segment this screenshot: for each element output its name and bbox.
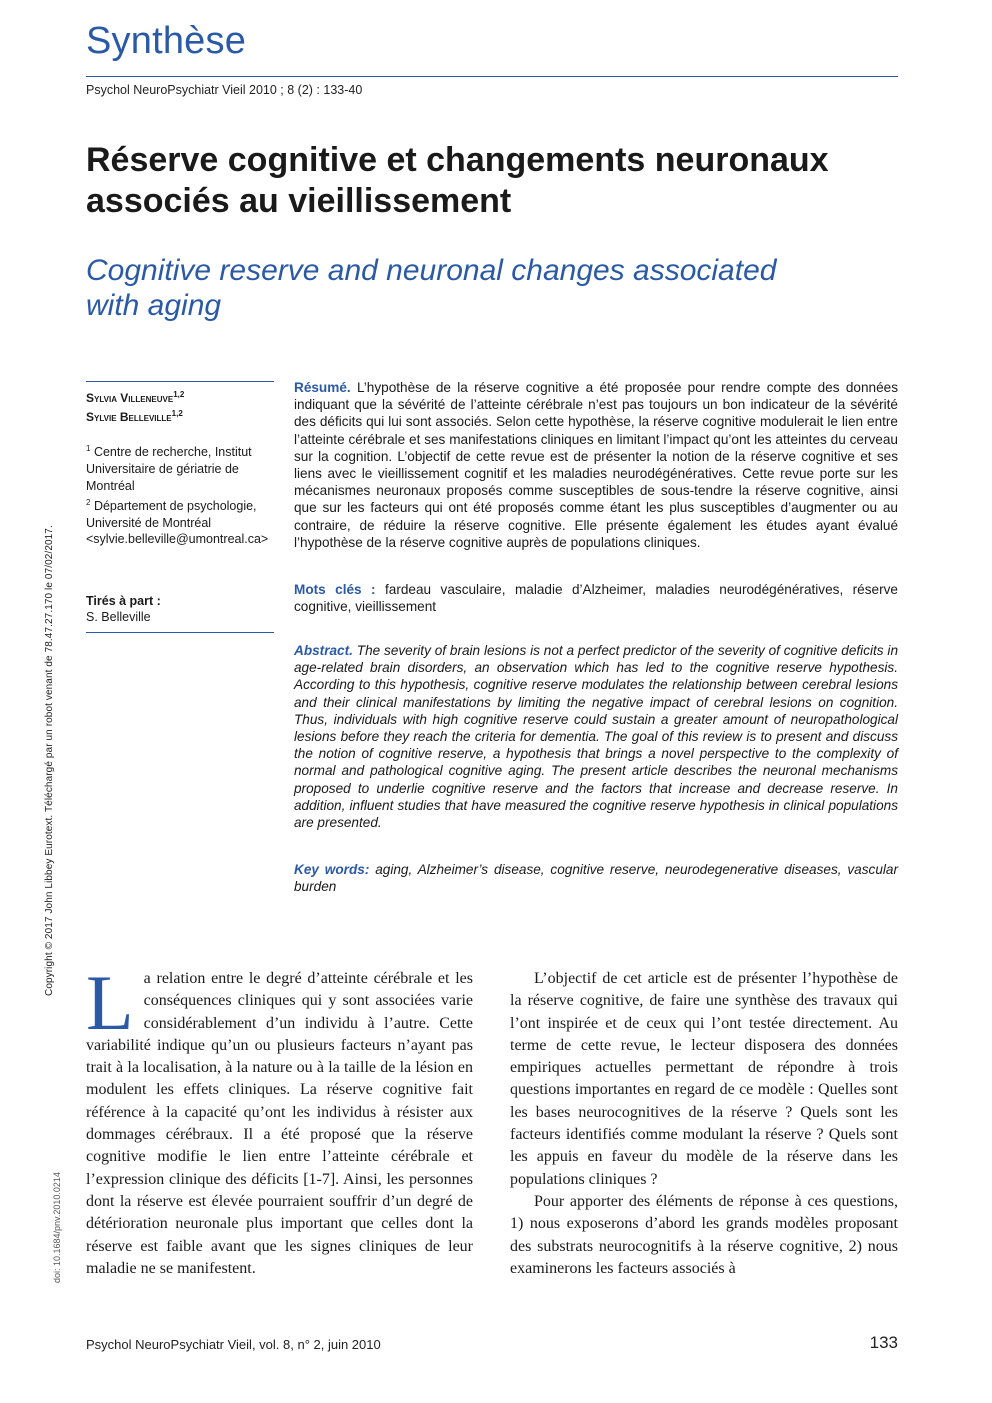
author-box-top-rule [86,381,274,382]
drop-cap: L [86,959,134,1046]
abstract-paragraph [294,642,898,831]
resume-label: Résumé. [294,380,351,395]
keywords-label-en: Key words: [294,862,370,877]
abstract-label: Abstract. [294,643,353,658]
article-title-french: Réserve cognitive et changements neuronaux associés au vieillissement [86,141,829,220]
section-label: Synthèse [86,20,247,62]
affiliations [86,441,276,548]
reprints-label: Tirés à part : [86,594,161,608]
resume-text: L’hypothèse de la réserve cognitive a été proposée pour rendre compte des données indiquant que la sévérité de l’atteinte cérébrale n’est pas toujours un bon indicateur de la sévérité des déficits qui lui sont associés. Selon cette hypothèse, la réserve cognitive modulerait le lien entre l’atteinte cérébrale et ses manifestations cliniques en limitant l’impact qu’ont les atteintes du cerveau sur la cognition. L’objectif de cette revue est de présenter la notion de la réserve cognitive et ses liens avec le vieillissement cognitif et les maladies neurodégénératives. Cette revue porte sur les mécanismes neuronaux proposés comme susceptibles de sous-tendre la réserve cognitive, ainsi que sur les facteurs qui ont été proposés comme étant les plus susceptibles d’augmenter ou au contraire, de réduire la réserve cognitive. Elle présente également les études ayant évalué l’hypothèse de la réserve cognitive auprès de populations cliniques. [294,380,898,550]
copyright-notice: Copyright © 2017 John Libbey Eurotext. Téléchargé par un robot venant de 78.47.27.170 le 07/02/2017. [44,525,55,996]
article-title-english: Cognitive reserve and neuronal changes associated with aging [86,254,777,322]
resume-keywords [294,581,898,615]
body-paragraph: Pour apporter des éléments de réponse à ces questions, 1) nous exposerons d’abord les grands modèles proposant des substrats neurocognitifs à la réserve cognitive, 2) nous examinerons les facteurs associés à [510,1192,898,1277]
abstract-keywords [294,861,898,895]
affiliation-1: $^1$ Centre de recherche, Institut Universitaire de gériatrie de Montréal [86,444,252,493]
page-number: 133 [869,1333,898,1352]
author-name: Sylvia Villeneuve$^{1,2}$ [86,390,185,405]
reprints-info [86,593,276,625]
doi-label: doi: 10.1684/pnv.2010.0214 [52,1172,62,1283]
body-paragraph: a relation entre le degré d’atteinte cérébrale et les conséquences cliniques qui y sont associées varie considérablement d’un individu à l’autre. Cette variabilité indique qu’un ou plusieurs facteurs n’ayant pas trait à la localisation, à la nature ou à la taille de la lésion en modulent les effets cliniques. La réserve cognitive fait référence à la capacité qu’ont les individus à résister aux dommages cérébraux. Il a été proposé que la réserve cognitive modifie le lien entre l’atteinte cérébrale et l’expression clinique des déficits [1-7]. Ainsi, les personnes dont la réserve est élevée pourraient souffrir d’un degré de détérioration neuronale plus important que celles dont la réserve est faible avant que les signes cliniques de leur maladie ne se manifestent. [86,970,473,1277]
keywords-label-fr: Mots clés : [294,582,376,597]
author-name: Sylvie Belleville$^{1,2}$ [86,409,183,424]
affiliation-2: $^2$ Département de psychologie, Université de Montréal [86,497,257,530]
author-list [86,387,276,425]
keywords-fr: fardeau vasculaire, maladie d’Alzheimer, maladies neurodégénératives, réserve cognitive, vieillissement [294,582,898,615]
contact-email[interactable]: <sylvie.belleville@umontreal.ca> [86,532,269,547]
abstract-text: The severity of brain lesions is not a perfect predictor of the severity of cognitive deficits in age-related brain disorders, an observation which has led to the cognitive reserve hypothesis. According to this hypothesis, cognitive reserve modulates the relationship between cerebral lesions and their clinical manifestations by limiting the negative impact of cerebral lesions on cognition. Thus, individuals with high cognitive reserve could sustain a greater amount of neuropathological lesions before they reach the criteria for dementia. The goal of this review is to present and discuss the notion of cognitive reserve, a hypothesis that brings a novel perspective to the complexity of normal and pathological cognitive aging. The present article describes the neuronal mechanisms proposed to underlie cognitive reserve and the factors that increase and decrease reserve. In addition, influent studies that have measured the cognitive reserve hypothesis in clinical populations are presented. [294,643,898,831]
footer-citation: Psychol NeuroPsychiatr Vieil, vol. 8, n° 2, juin 2010 [86,1337,381,1352]
journal-citation: Psychol NeuroPsychiatr Vieil 2010 ; 8 (2) : 133-40 [86,83,363,97]
body-column-right [510,968,898,1280]
header-divider [86,76,898,77]
body-column-left [86,959,473,1280]
keywords-en: aging, Alzheimer’s disease, cognitive reserve, neurodegenerative diseases, vascular burden [294,862,898,895]
author-box-bottom-rule [86,632,274,633]
resume-paragraph [294,379,898,551]
reprints-name: S. Belleville [86,610,151,624]
body-paragraph: L’objectif de cet article est de présenter l’hypothèse de la réserve cognitive, de faire une synthèse des travaux qui l’ont inspirée et de ceux qui l’ont testée directement. Au terme de cette revue, le lecteur disposera des données empiriques actuelles permettant de répondre à trois questions importantes en regard de ce modèle : Quelles sont les bases neurocognitives de la réserve ? Quels sont les facteurs identifiés comme modulant la réserve ? Quels sont les appuis en faveur du modèle de la réserve dans les populations cliniques ? [510,970,898,1188]
